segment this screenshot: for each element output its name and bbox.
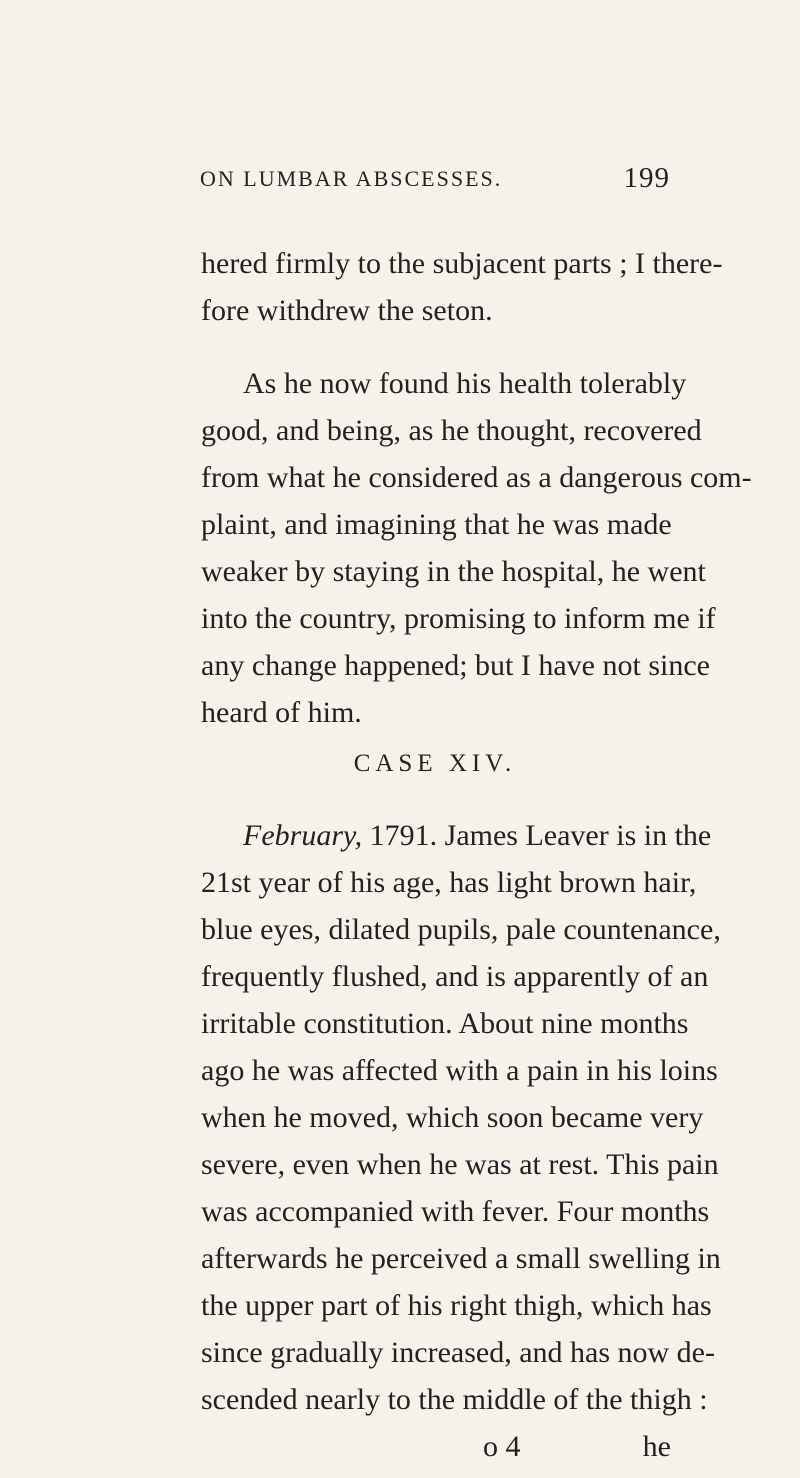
text-line: into the country, promising to inform me if — [201, 602, 716, 635]
page-footer — [201, 1423, 671, 1471]
text-line: since gradually increased, and has now de- — [201, 1336, 715, 1369]
running-title: ON LUMBAR ABSCESSES. — [200, 166, 503, 191]
text-line: afterwards he perceived a small swelling in — [201, 1242, 721, 1275]
signature-mark: o 4 — [483, 1430, 521, 1463]
text-line: the upper part of his right thigh, which has — [201, 1289, 712, 1322]
text-line: ago he was affected with a pain in his loins — [201, 1054, 718, 1087]
text-line: was accompanied with fever. Four months — [201, 1195, 710, 1228]
text-line: weaker by staying in the hospital, he went — [201, 555, 706, 588]
text-line: any change happened; but I have not since — [201, 649, 710, 682]
text-line: plaint, and imagining that he was made — [201, 508, 672, 541]
text-line: irritable constitution. About nine months — [201, 1007, 689, 1040]
text-line: blue eyes, dilated pupils, pale countenance, — [201, 913, 721, 946]
text-line: when he moved, which soon became very — [201, 1101, 704, 1134]
text-line: scended nearly to the middle of the thigh : — [201, 1383, 708, 1416]
running-head — [200, 162, 670, 198]
text-line: heard of him. — [201, 696, 362, 729]
text-line: hered firmly to the subjacent parts ; I there- — [201, 247, 723, 280]
text-line: severe, even when he was at rest. This pain — [201, 1148, 719, 1181]
text-line: As he now found his health tolerably — [243, 367, 687, 400]
text-line — [201, 812, 712, 859]
case-date: February, — [243, 819, 363, 852]
text-line: from what he considered as a dangerous com- — [201, 461, 752, 494]
catchword: he — [642, 1430, 671, 1463]
case-heading: CASE XIV. — [353, 750, 517, 777]
text-line: 21st year of his age, has light brown hair, — [201, 866, 697, 899]
page-number: 199 — [623, 162, 670, 194]
text-line: good, and being, as he thought, recovered — [201, 414, 702, 447]
case-intro-text: 1791. James Leaver is in the — [362, 819, 712, 852]
text-line: fore withdrew the seton. — [201, 294, 493, 327]
text-line: frequently flushed, and is apparently of an — [201, 960, 709, 993]
